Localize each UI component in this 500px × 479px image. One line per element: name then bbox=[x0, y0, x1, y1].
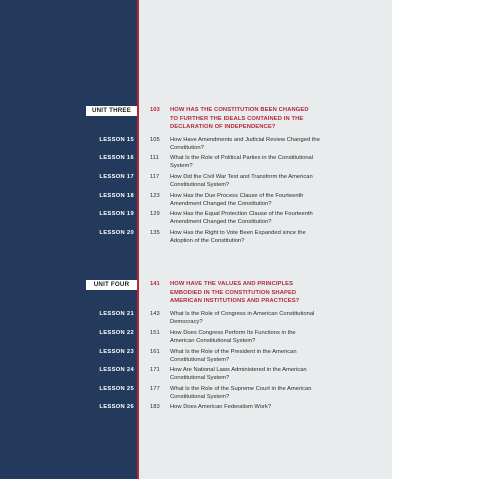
lesson-21-page[interactable]: 143 bbox=[150, 311, 160, 317]
lesson-25-label: LESSON 25 bbox=[99, 386, 134, 392]
lesson-18-title[interactable]: How Has the Due Process Clause of the Fourteenth Amendment Changed the Constitution? bbox=[170, 193, 304, 207]
lesson-23-page[interactable]: 161 bbox=[150, 349, 160, 355]
lesson-19-label: LESSON 19 bbox=[99, 211, 134, 217]
lesson-19-title[interactable]: How Has the Equal Protection Clause of the Fourteenth Amendment Changed the Constitution? bbox=[170, 211, 313, 225]
lesson-24-page[interactable]: 171 bbox=[150, 367, 160, 373]
unit-three-badge: UNIT THREE bbox=[86, 106, 137, 116]
lesson-19-page[interactable]: 129 bbox=[150, 211, 160, 217]
lesson-17-page[interactable]: 117 bbox=[150, 174, 160, 180]
lesson-24-label: LESSON 24 bbox=[99, 367, 134, 373]
lesson-21-label: LESSON 21 bbox=[99, 311, 134, 317]
lesson-22-page[interactable]: 151 bbox=[150, 330, 160, 336]
unit-three-title[interactable]: HOW HAS THE CONSTITUTION BEEN CHANGED TO FURTHER THE IDEALS CONTAINED IN THE DECLARATION OF INDEPENDENCE? bbox=[170, 107, 309, 130]
lesson-23-label: LESSON 23 bbox=[99, 349, 134, 355]
unit-four-title[interactable]: HOW HAVE THE VALUES AND PRINCIPLES EMBODIED IN THE CONSTITUTION SHAPED AMERICAN INSTITUTIONS AND PRACTICES? bbox=[170, 281, 300, 304]
lesson-15-title[interactable]: How Have Amendments and Judicial Review Changed the Constitution? bbox=[170, 137, 320, 151]
lesson-22-title[interactable]: How Does Congress Perform Its Functions in the American Constitutional System? bbox=[170, 330, 296, 344]
lesson-20-label: LESSON 20 bbox=[99, 230, 134, 236]
lesson-15-label: LESSON 15 bbox=[99, 137, 134, 143]
lesson-25-page[interactable]: 177 bbox=[150, 386, 160, 392]
lesson-26-page[interactable]: 183 bbox=[150, 404, 160, 410]
unit-four-page[interactable]: 141 bbox=[150, 281, 160, 287]
lesson-21-title[interactable]: What Is the Role of Congress in American Constitutional Democracy? bbox=[170, 311, 315, 325]
lesson-23-title[interactable]: What Is the Role of the President in the American Constitutional System? bbox=[170, 349, 297, 363]
lesson-20-page[interactable]: 135 bbox=[150, 230, 160, 236]
lesson-24-title[interactable]: How Are National Laws Administered in the American Constitutional System? bbox=[170, 367, 307, 381]
lesson-18-page[interactable]: 123 bbox=[150, 193, 160, 199]
lesson-18-label: LESSON 18 bbox=[99, 193, 134, 199]
lesson-20-title[interactable]: How Has the Right to Vote Been Expanded since the Adoption of the Constitution? bbox=[170, 230, 306, 244]
lesson-26-title[interactable]: How Does American Federalism Work? bbox=[170, 404, 272, 410]
unit-three-page[interactable]: 103 bbox=[150, 107, 160, 113]
lesson-22-label: LESSON 22 bbox=[99, 330, 134, 336]
lesson-17-title[interactable]: How Did the Civil War Test and Transform the American Constitutional System? bbox=[170, 174, 313, 188]
lesson-25-title[interactable]: What Is the Role of the Supreme Court in the American Constitutional System? bbox=[170, 386, 312, 400]
lesson-16-page[interactable]: 111 bbox=[150, 155, 159, 161]
unit-four-badge: UNIT FOUR bbox=[86, 280, 137, 290]
lesson-16-title[interactable]: What Is the Role of Political Parties in the Constitutional System? bbox=[170, 155, 314, 169]
lesson-26-label: LESSON 26 bbox=[99, 404, 134, 410]
lesson-16-label: LESSON 16 bbox=[99, 155, 134, 161]
lesson-15-page[interactable]: 105 bbox=[150, 137, 160, 143]
lesson-17-label: LESSON 17 bbox=[99, 174, 134, 180]
